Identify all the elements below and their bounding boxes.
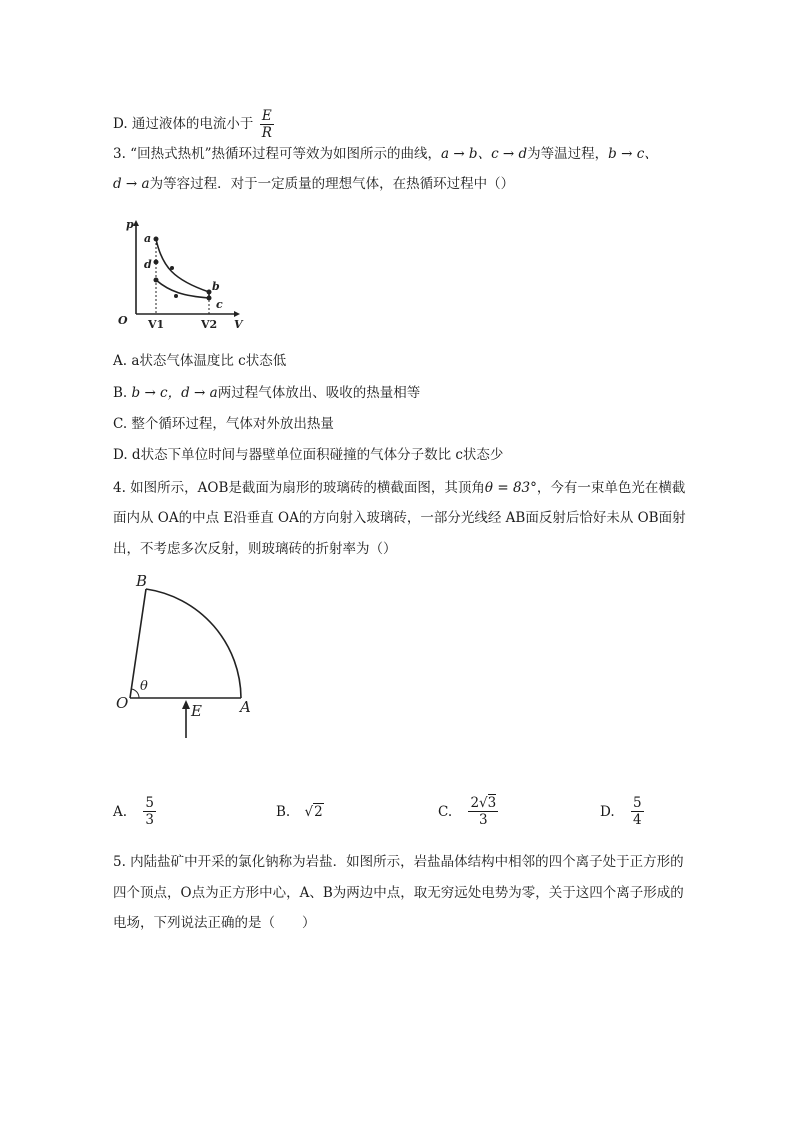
arc-ab — [146, 589, 241, 698]
q5-stem-line-2: 四个顶点，O点为正方形中心，A、B为两边中点，取无穷远处电势为零，关于这四个离子形成的 — [113, 885, 684, 901]
q5-stem-line-3: 电场，下列说法正确的是（ ） — [113, 915, 316, 931]
label-v1: V1 — [148, 318, 165, 331]
label-v2: V2 — [201, 318, 218, 331]
q4-option-d: D. $\frac{5}{4}$ — [600, 795, 642, 828]
q3-option-d: D. d状态下单位时间与器壁单位面积碰撞的气体分子数比 c状态少 — [113, 447, 504, 463]
fraction-e-over-r: $\frac{E}{R}$ — [261, 108, 272, 141]
label-a: A — [240, 698, 251, 716]
label-v: V — [234, 318, 243, 331]
label-point-d: d — [144, 258, 152, 271]
label-origin: O — [118, 314, 128, 327]
q4-option-a: A. $\frac{5}{3}$ — [113, 795, 154, 828]
q4-stem-line-1: 4. 如图所示，AOB是截面为扇形的玻璃砖的横截面图，其顶角θ = 83°，今有一束单色光在横截 — [113, 480, 686, 496]
q5-stem-line-1: 5. 内陆盐矿中开采的氯化钠称为岩盐．如图所示，岩盐晶体结构中相邻的四个离子处于正方形的 — [113, 854, 684, 870]
sector-diagram — [110, 570, 270, 750]
q3-stem-line-1: 3. “回热式热机”热循环过程可等效为如图所示的曲线，a → b、c → d为等温过程，b → c、 — [113, 146, 658, 162]
q4-stem-line-2: 面内从 OA的中点 E沿垂直 OA的方向射入玻璃砖，一部分光线经 AB面反射后恰好未从 OB面射 — [113, 510, 686, 526]
label-o: O — [116, 694, 129, 712]
label-b: B — [136, 572, 148, 590]
q4-option-b: B. √2 — [276, 803, 323, 820]
q4-stem-line-3: 出，不考虑多次反射，则玻璃砖的折射率为（） — [113, 541, 397, 557]
arrow-head-icon — [182, 700, 190, 709]
angle-theta-arc — [132, 689, 140, 698]
label-point-c: c — [216, 298, 223, 311]
label-e: E — [191, 702, 202, 720]
q3-stem-line-2: d → a为等容过程．对于一定质量的理想气体，在热循环过程中（） — [113, 176, 515, 192]
q4-option-c: C. $\frac{2√3}{3}$ — [438, 795, 497, 828]
label-point-b: b — [212, 280, 220, 293]
pv-diagram — [112, 212, 252, 336]
label-theta: θ — [140, 679, 148, 694]
q2-option-d: D. 通过液体的电流小于 $\frac{E}{R}$ — [113, 108, 272, 141]
sqrt-icon: √2 — [304, 803, 323, 820]
q3-option-b: B. b → c，d → a两过程气体放出、吸收的热量相等 — [113, 385, 421, 401]
q3-option-a: A. a状态气体温度比 c状态低 — [113, 353, 287, 369]
q3-option-c: C. 整个循环过程，气体对外放出热量 — [113, 416, 334, 432]
label-point-a: a — [144, 232, 152, 245]
isotherm-ab — [156, 239, 209, 292]
label-p: p — [126, 218, 134, 231]
